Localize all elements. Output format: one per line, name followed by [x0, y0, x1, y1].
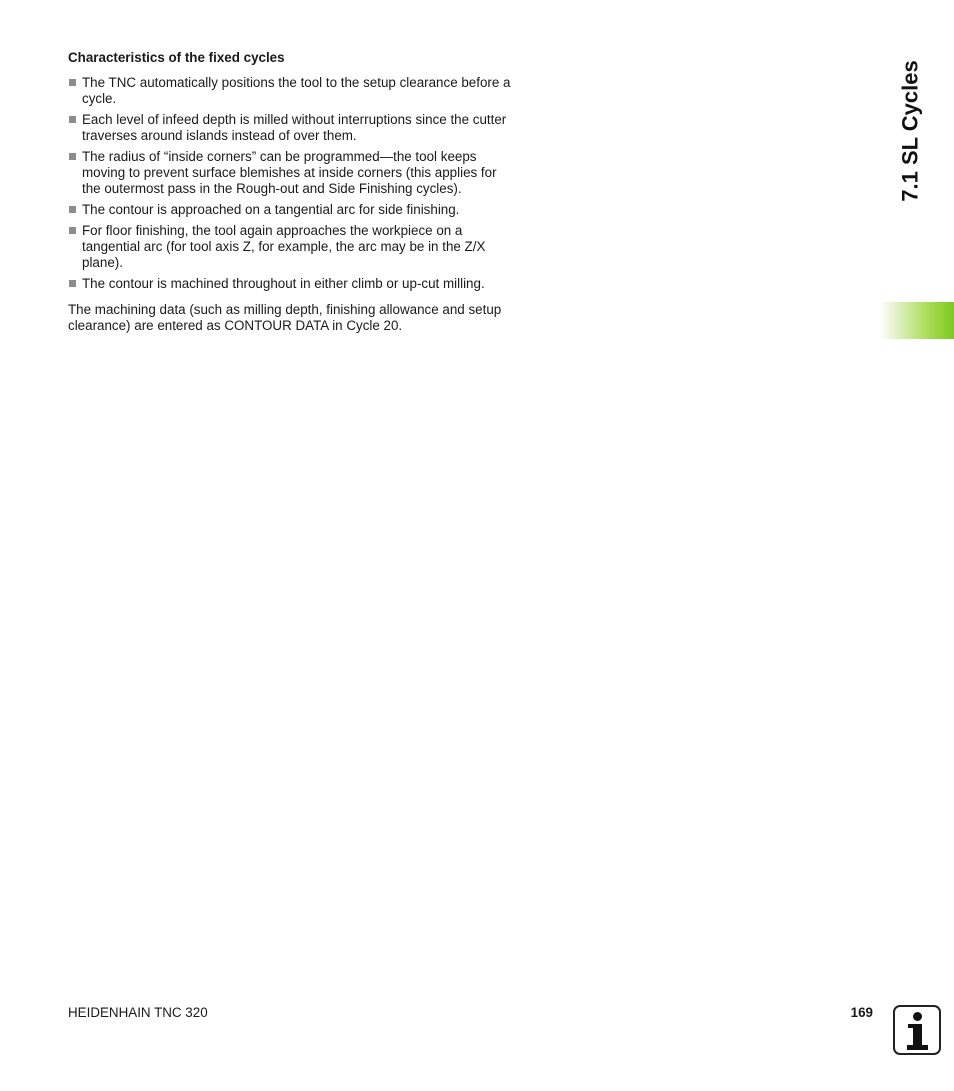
list-item-text: Each level of infeed depth is milled without interruptions since the cutter traverses around islands instead of over them.	[82, 112, 507, 143]
square-bullet-icon	[69, 206, 76, 213]
square-bullet-icon	[69, 116, 76, 123]
list-item	[68, 223, 518, 271]
characteristics-list	[68, 75, 518, 292]
chapter-title-vertical	[893, 51, 929, 211]
chapter-tab-marker	[880, 302, 954, 339]
list-item	[68, 276, 518, 292]
main-content	[68, 50, 518, 334]
footer-manual-name: HEIDENHAIN TNC 320	[68, 1005, 208, 1020]
square-bullet-icon	[69, 153, 76, 160]
section-heading: Characteristics of the fixed cycles	[68, 50, 285, 65]
info-icon-stem	[913, 1024, 922, 1046]
square-bullet-icon	[69, 227, 76, 234]
list-item-text: The radius of “inside corners” can be programmed—the tool keeps moving to prevent surface blemishes at inside corners (this applies for the outermost pass in the Rough-out and Side Finishing cycles).	[82, 149, 497, 196]
info-icon	[893, 1005, 941, 1055]
page-number: 169	[850, 1005, 873, 1020]
square-bullet-icon	[69, 280, 76, 287]
list-item-text: The contour is machined throughout in either climb or up-cut milling.	[82, 276, 485, 291]
info-icon-base	[907, 1045, 928, 1050]
info-icon-dot	[913, 1012, 922, 1021]
list-item-text: The TNC automatically positions the tool to the setup clearance before a cycle.	[82, 75, 511, 106]
square-bullet-icon	[69, 79, 76, 86]
list-item	[68, 149, 518, 197]
list-item	[68, 202, 518, 218]
list-item-text: For floor finishing, the tool again approaches the workpiece on a tangential arc (for tool axis Z, for example, the arc may be in the Z/X plane).	[82, 223, 486, 270]
list-item	[68, 75, 518, 107]
list-item	[68, 112, 518, 144]
list-item-text: The contour is approached on a tangential arc for side finishing.	[82, 202, 460, 217]
chapter-title: 7.1 SL Cycles	[898, 60, 923, 202]
body-paragraph: The machining data (such as milling depth, finishing allowance and setup clearance) are entered as CONTOUR DATA in Cycle 20.	[68, 302, 502, 333]
